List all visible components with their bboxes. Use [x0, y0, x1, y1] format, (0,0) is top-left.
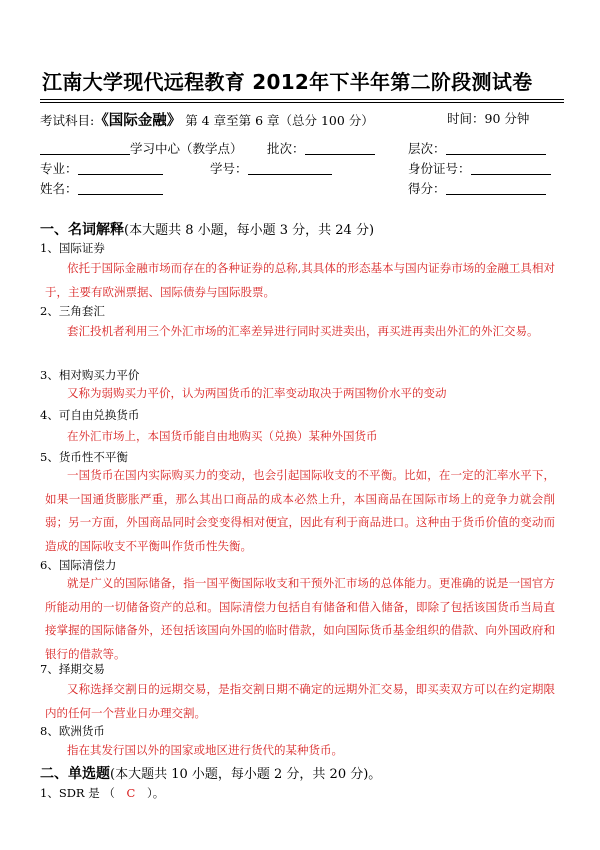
q8-answer: 指在其发行国以外的国家或地区进行货代的某种货币。 [67, 743, 343, 757]
level-blank[interactable] [446, 141, 546, 155]
id-card-blank[interactable] [471, 161, 551, 175]
field-name [40, 179, 163, 197]
exam-title: 江南大学现代远程教育 2012年下半年第二阶段测试卷 [42, 70, 533, 94]
q5-answer: 一国货币在国内实际购买力的变动，也会引起国际收支的不平衡。比如，在一定的汇率水平下，如果一国通货膨胀严重，那么其出口商品的成本必然上升，本国商品在国际市场上的竞争力就会削弱；另一方面，外国商品同时会变变得相对便宜，因此有利于商品进口。这种由于货币价值的变动而造成的国际收支不平衡叫作货币性失衡。 [45, 468, 555, 553]
q1-answer: 依托于国际金融市场而存在的各种证券的总称,其具体的形态基本与国内证券市场的金融工具相对于，主要有欧洲票据、国际债券与国际股票。 [45, 261, 555, 299]
major-label: 专业： [40, 161, 78, 176]
field-major [40, 159, 163, 177]
section-1-title: 一、名词解释 [40, 222, 124, 238]
title-rule-top [40, 99, 564, 100]
score-blank[interactable] [446, 181, 546, 195]
q2-title: 2、三角套汇 [40, 304, 105, 318]
field-center [40, 139, 243, 157]
subject-label: 考试科目: [40, 113, 95, 128]
student-id-label: 学号： [210, 161, 248, 176]
field-id-card [408, 159, 551, 177]
exam-time: 时间：90 分钟 [447, 111, 530, 126]
q6-title: 6、国际清偿力 [40, 558, 117, 572]
field-level [408, 139, 546, 157]
q2-answer: 套汇投机者利用三个外汇市场的汇率差异进行同时买进卖出，再买进再卖出外汇的外汇交易。 [67, 324, 539, 338]
name-blank[interactable] [78, 181, 163, 195]
q3-title: 3、相对购买力平价 [40, 368, 140, 382]
q7-title: 7、择期交易 [40, 662, 105, 676]
student-id-blank[interactable] [248, 161, 332, 175]
level-label: 层次： [408, 141, 446, 156]
mc-question-1-answer: C [126, 786, 136, 800]
q3-answer: 又称为弱购买力平价，认为两国货币的汇率变动取决于两国物价水平的变动 [67, 386, 447, 400]
mc-question-1-close: ）。 [147, 786, 165, 800]
mc-question-1-text: 1、SDR 是 （ [40, 786, 115, 800]
field-score [408, 179, 546, 197]
section-1-heading [40, 219, 374, 239]
q6-answer: 就是广义的国际储备，指一国平衡国际收支和干预外汇市场的总体能力。更准确的说是一国官方所能动用的一切储备资产的总和。国际清偿力包括自有储备和借入储备，即除了包括该国货币当局直接掌握的国际储备外，还包括该国向外国的临时借款，如向国际货币基金组织的借款、向外国政府和银行的借款等。 [45, 576, 555, 661]
subject-scope: 第 4 章至第 6 章（总分 100 分） [185, 113, 374, 128]
mc-question-1 [40, 785, 164, 801]
section-2-note: (本大题共 10 小题，每小题 2 分，共 20 分)。 [110, 767, 382, 782]
name-label: 姓名： [40, 181, 78, 196]
batch-label: 批次： [267, 141, 305, 156]
q8-title: 8、欧洲货币 [40, 724, 105, 738]
q4-title: 4、可自由兑换货币 [40, 408, 140, 422]
exam-subject [40, 109, 374, 130]
section-2-title: 二、单选题 [40, 766, 110, 782]
score-label: 得分： [408, 181, 446, 196]
field-batch [267, 139, 375, 157]
section-2-heading [40, 763, 381, 783]
subject-name: 《国际金融》 [94, 112, 182, 129]
center-blank[interactable] [40, 141, 130, 155]
q1-title: 1、国际证券 [40, 241, 105, 255]
section-1-note: (本大题共 8 小题，每小题 3 分，共 24 分) [124, 223, 375, 238]
field-student-id [210, 159, 332, 177]
title-rule-bottom [40, 102, 564, 103]
batch-blank[interactable] [305, 141, 375, 155]
q5-title: 5、货币性不平衡 [40, 450, 128, 464]
center-label: 学习中心（教学点） [130, 141, 243, 156]
q4-answer: 在外汇市场上，本国货币能自由地购买（兑换）某种外国货币 [67, 429, 378, 443]
id-card-label: 身份证号： [408, 161, 471, 176]
q7-answer: 又称选择交割日的远期交易，是指交割日期不确定的远期外汇交易，即买卖双方可以在约定期限内的任何一个营业日办理交割。 [45, 682, 555, 720]
major-blank[interactable] [78, 161, 163, 175]
